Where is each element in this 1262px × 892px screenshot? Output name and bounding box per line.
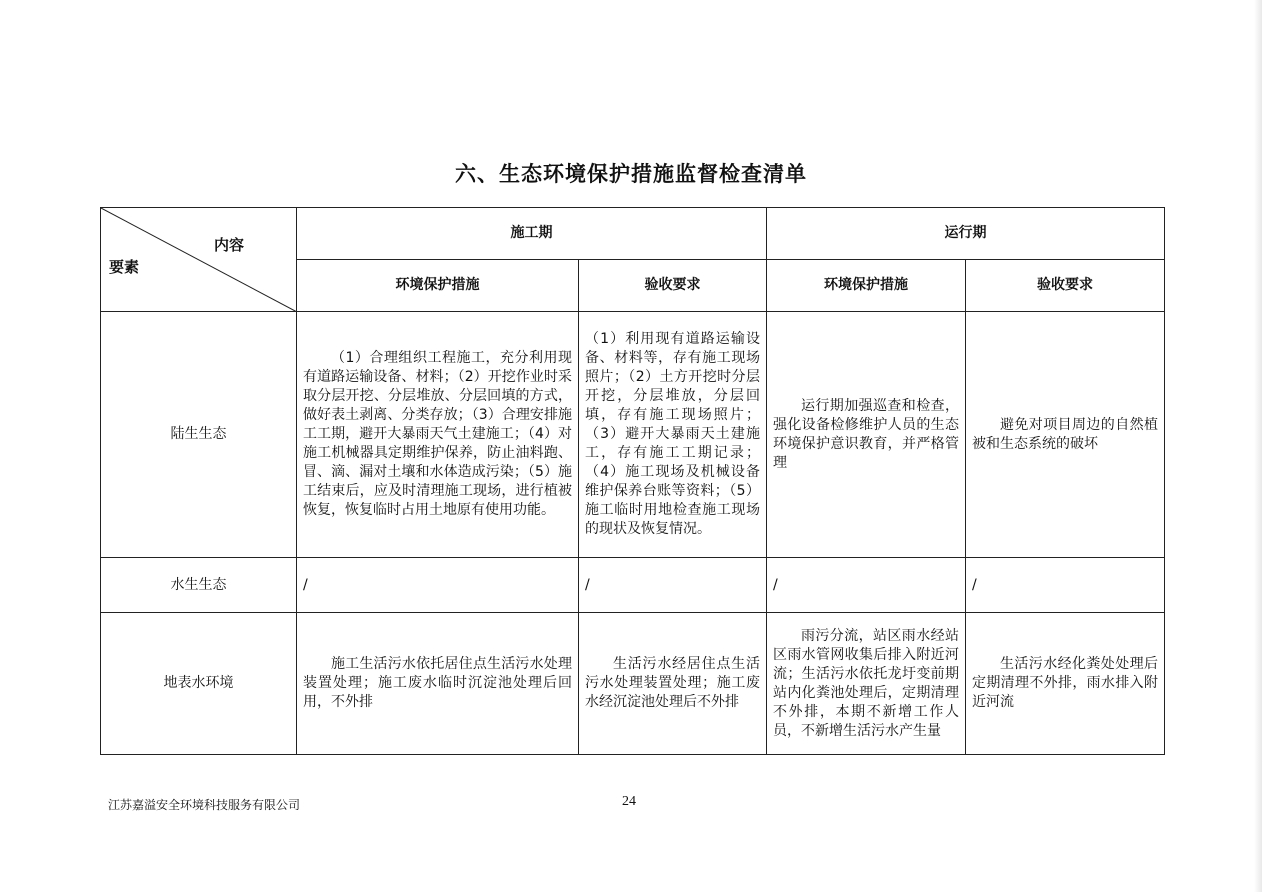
header-construction-measures: 环境保护措施 <box>297 260 579 312</box>
header-construction-phase: 施工期 <box>297 208 767 260</box>
inspection-checklist-table <box>100 207 1165 755</box>
operation-measures-cell: 运行期加强巡查和检查，强化设备检修维护人员的生态环境保护意识教育，并严格管理 <box>767 312 966 558</box>
operation-acceptance-cell: 避免对项目周边的自然植被和生态系统的破坏 <box>966 312 1165 558</box>
construction-acceptance-cell: / <box>579 558 767 613</box>
operation-acceptance-cell: / <box>966 558 1165 613</box>
element-surface-water: 地表水环境 <box>101 613 297 755</box>
table-row <box>101 558 1165 613</box>
header-operation-measures: 环境保护措施 <box>767 260 966 312</box>
operation-measures-cell: 雨污分流，站区雨水经站区雨水管网收集后排入附近河流；生活污水依托龙圩变前期站内化粪池处理后，定期清理不外排，本期不新增工作人员，不新增生活污水产生量 <box>767 613 966 755</box>
construction-measures-cell: 施工生活污水依托居住点生活污水处理装置处理；施工废水临时沉淀池处理后回用，不外排 <box>297 613 579 755</box>
construction-measures-cell: （1）合理组织工程施工，充分利用现有道路运输设备、材料；（2）开挖作业时采取分层开挖、分层堆放、分层回填的方式，做好表土剥离、分类存放；（3）合理安排施工工期，避开大暴雨天气土建施工；（4）对施工机械器具定期维护保养，防止油料跑、冒、滴、漏对土壤和水体造成污染；（5）施工结束后，应及时清理施工现场，进行植被恢复，恢复临时占用土地原有使用功能。 <box>297 312 579 558</box>
operation-measures-cell: / <box>767 558 966 613</box>
operation-acceptance-cell: 生活污水经化粪处处理后定期清理不外排，雨水排入附近河流 <box>966 613 1165 755</box>
construction-measures-cell: / <box>297 558 579 613</box>
header-row-phase <box>101 208 1165 260</box>
element-aquatic-ecology: 水生生态 <box>101 558 297 613</box>
header-operation-phase: 运行期 <box>767 208 1165 260</box>
footer-company-name: 江苏嘉溢安全环境科技服务有限公司 <box>108 798 301 812</box>
diagonal-header-cell <box>101 208 297 312</box>
header-element-label: 要素 <box>109 258 140 276</box>
header-content-label: 内容 <box>213 236 244 254</box>
header-construction-acceptance: 验收要求 <box>579 260 767 312</box>
table-row <box>101 312 1165 558</box>
page-edge-shadow <box>1254 0 1262 892</box>
element-terrestrial-ecology: 陆生生态 <box>101 312 297 558</box>
construction-acceptance-cell: 生活污水经居住点生活污水处理装置处理；施工废水经沉淀池处理后不外排 <box>579 613 767 755</box>
construction-acceptance-cell: （1）利用现有道路运输设备、材料等，存有施工现场照片；（2）土方开挖时分层开挖，分层堆放，分层回填，存有施工现场照片；（3）避开大暴雨天土建施工，存有施工工期记录；（4）施工现场及机械设备维护保养台账等资料；（5）施工临时用地检查施工现场的现状及恢复情况。 <box>579 312 767 558</box>
header-operation-acceptance: 验收要求 <box>966 260 1165 312</box>
table-row <box>101 613 1165 755</box>
page-title: 六、生态环境保护措施监督检查清单 <box>455 162 807 186</box>
footer-page-number: 24 <box>622 794 636 809</box>
